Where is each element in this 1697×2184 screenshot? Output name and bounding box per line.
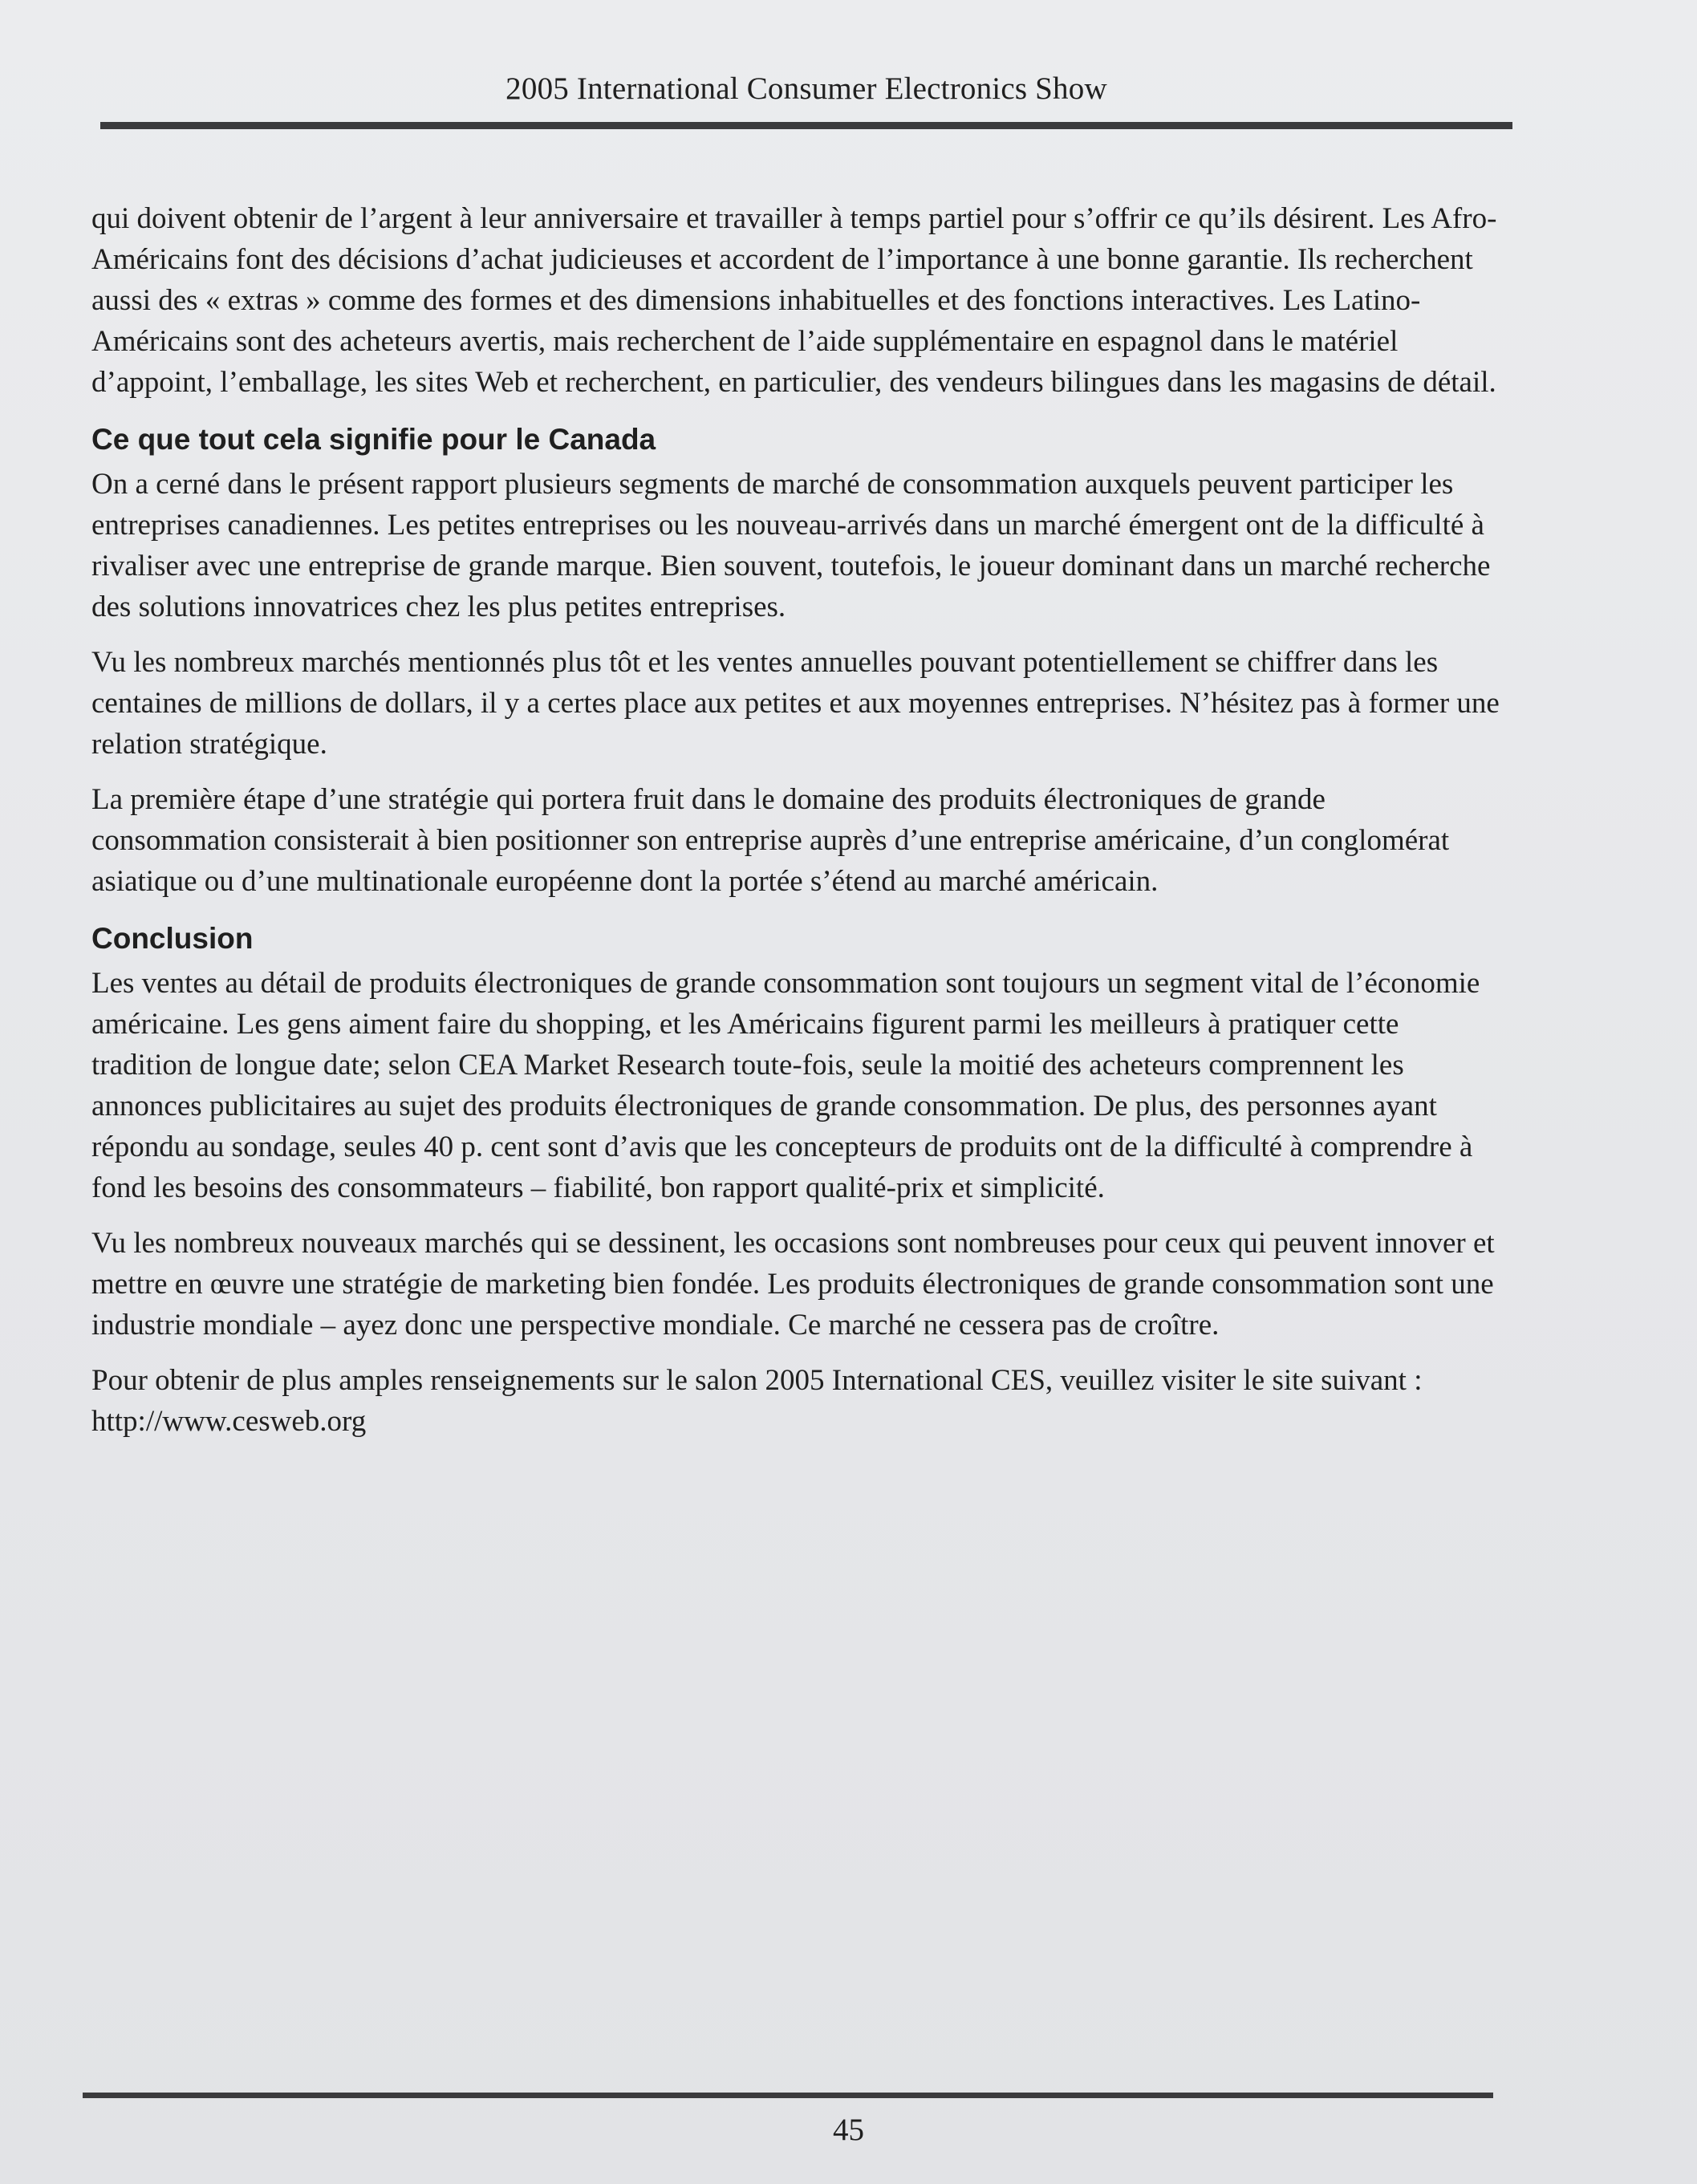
conclusion-paragraph-2: Vu les nombreux nouveaux marchés qui se dessinent, les occasions sont nombreuses pour ceux qui peuvent innover et mettre en œuvre une stratégie de marketing bien fondée. Les produits électroniques de grande consommation sont une industrie mondiale – ayez donc une perspective mondiale. Ce marché ne cessera pas de croître.: [91, 1227, 1495, 1342]
intro-paragraph: qui doivent obtenir de l’argent à leur anniversaire et travailler à temps partiel pour s’offrir ce qu’ils désirent. Les Afro-Américains font des décisions d’achat judicieuses et accordent de l’importance à une bonne garantie. Ils recherchent aussi des « extras » comme des formes et des dimensions inhabituelles et des fonctions interactives. Les Latino-Américains sont des acheteurs avertis, mais recherchent de l’aide supplémentaire en espagnol dans le matériel d’appoint, l’emballage, les sites Web et recherchent, en particulier, des vendeurs bilingues dans les magasins de détail.: [91, 202, 1497, 399]
conclusion-paragraph-3: Pour obtenir de plus amples renseignements sur le salon 2005 International CES, veuillez visiter le site suivant : http://www.cesweb.org: [91, 1364, 1423, 1438]
section-heading-canada: Ce que tout cela signifie pour le Canada: [91, 423, 656, 456]
canada-paragraph-2: Vu les nombreux marchés mentionnés plus tôt et les ventes annuelles pouvant potentiellement se chiffrer dans les centaines de millions de dollars, il y a certes place aux petites et aux moyennes entreprises. N’hésitez pas à former une relation stratégique.: [91, 646, 1500, 761]
canada-paragraph-1: On a cerné dans le présent rapport plusieurs segments de marché de consommation auxquels peuvent participer les entreprises canadiennes. Les petites entreprises ou les nouveau-arrivés dans un marché émergent ont de la difficulté à rivaliser avec une entreprise de grande marque. Bien souvent, toutefois, le joueur dominant dans un marché recherche des solutions innovatrices chez les plus petites entreprises.: [91, 468, 1491, 623]
conclusion-paragraph-1: Les ventes au détail de produits électroniques de grande consommation sont toujours un segment vital de l’économie américaine. Les gens aiment faire du shopping, et les Américains figurent parmi les meilleurs à pratiquer cette tradition de longue date; selon CEA Market Research toute-fois, seule la moitié des acheteurs comprennent les annonces publicitaires au sujet des produits électroniques de grande consommation. De plus, des personnes ayant répondu au sondage, seules 40 p. cent sont d’avis que les concepteurs de produits ont de la difficulté à comprendre à fond les besoins des consommateurs – fiabilité, bon rapport qualité-prix et simplicité.: [91, 967, 1480, 1204]
header-rule: [100, 122, 1512, 129]
page-content: [91, 198, 1500, 1456]
page-number: 45: [833, 2113, 864, 2147]
section-heading-conclusion: Conclusion: [91, 922, 254, 955]
footer-rule: [83, 2093, 1493, 2098]
running-header: 2005 International Consumer Electronics Show: [505, 71, 1107, 106]
canada-paragraph-3: La première étape d’une stratégie qui portera fruit dans le domaine des produits électroniques de grande consommation consisterait à bien positionner son entreprise auprès d’une entreprise américaine, d’un conglomérat asiatique ou d’une multinationale européenne dont la portée s’étend au marché américain.: [91, 783, 1450, 898]
